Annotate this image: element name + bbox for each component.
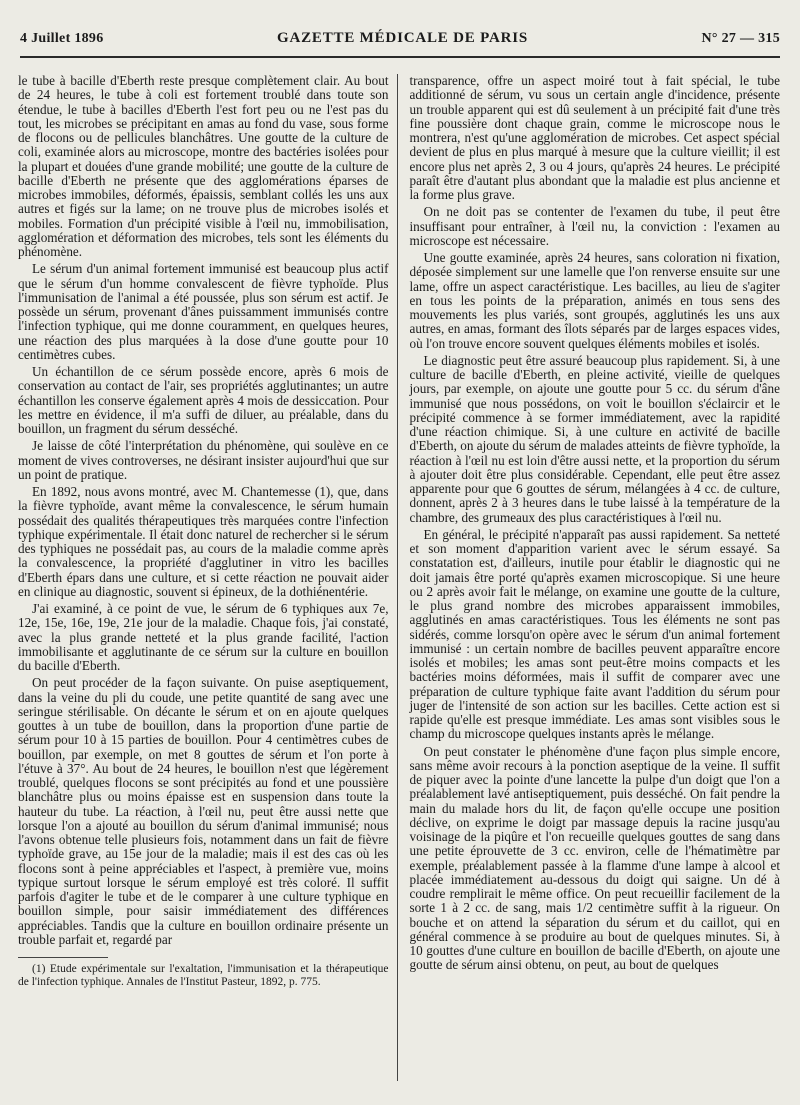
issue-page-number: N° 27 — 315 — [701, 31, 780, 46]
left-column — [18, 74, 398, 1081]
paragraph: Un échantillon de ce sérum possède encore, après 6 mois de conservation au contact de l'air, ses propriétés agglutinantes; un autre échantillon les conserve également après 4 mois de dessiccation. Pour les mettre en évidence, il m'a suffi de diluer, au préalable, dans du bouillon, un fragment du sérum desséché. — [18, 364, 389, 436]
paragraph: On peut procéder de la façon suivante. On puise aseptiquement, dans la veine du pli du coude, une petite quantité de sang avec une seringue stérilisable. On décante le sérum et on en ajoute quelques gouttes à un tube de bouillon, dans la proportion d'une partie de sérum pour 10 à 15 parties de bouillon. Pour 4 centimètres cubes de bouillon, par exemple, on met 8 gouttes de sérum et l'on porte à l'étuve à 37°. Au bout de 24 heures, le bouillon n'est que légèrement troublé, quelques flocons se sont précipités au fond et une poussière blanchâtre plus ou moins épaisse est en suspension dans toute la hauteur du tube. La réaction, à l'œil nu, peut être aussi nette que lorsque l'on a ajouté au bouillon du sérum d'animal immunisé; nous l'avons obtenue telle plusieurs fois, notamment dans un fait de fièvre typhoïde grave, au 15e jour de la maladie; mais il est des cas où les flocons sont à peine appréciables et l'aspect, à première vue, moins typique surtout lorsque le sérum employé est très coloré. Il suffit parfois d'agiter le tube et de le comparer à une culture typhique en bouillon simple, pour saisir immédiatement des différences appréciables. Tandis que la culture en bouillon ordinaire présente un trouble parfait et, regardé par — [18, 675, 389, 947]
footnote-divider — [18, 957, 108, 958]
header-date: 4 Juillet 1896 — [20, 31, 104, 46]
paragraph: Le diagnostic peut être assuré beaucoup plus rapidement. Si, à une culture de bacille d'Eberth, en pleine activité, vieille de quelques jours, par exemple, on ajoute une goutte pour 5 cc. du sérum d'âne immunisé que nous possédons, on voit le bouillon s'éclaircir et le précipité commence à se former immédiatement, avec la rapidité d'une réaction chimique. Si, à une culture en activité de bacille d'Eberth, on ajoute du sérum de malades atteints de fièvre typhoïde, la réaction à l'œil nu est loin d'être aussi nette, et la proportion du sérum à ajouter doit être plus considérable. Cependant, elle peut être assez apparente pour que 6 gouttes de sérum, mélangées à 4 cc. de culture, donnent, après 2 à 3 heures dans le tube laissé à la température de la chambre, des grumeaux des plus caractéristiques à l'œil nu. — [409, 352, 780, 525]
paragraph: Une goutte examinée, après 24 heures, sans coloration ni fixation, déposée simplement sur une lamelle que l'on renverse ensuite sur une lame, offre un aspect caractéristique. Les bacilles, au lieu de s'agiter en tous les points de la préparation, animés en tous sens des mouvements les plus variés, sont groupés, agglutinés les uns aux autres, en amas, formant des îlots séparés par de larges espaces vides, où l'on trouve encore souvent quelques éléments mobiles et isolés. — [409, 250, 780, 351]
paragraph: Je laisse de côté l'interprétation du phénomène, qui soulève en ce moment de vives controverses, ne désirant insister aujourd'hui que sur un point de pratique. — [18, 438, 389, 482]
two-column-body — [18, 74, 780, 1081]
paragraph: J'ai examiné, à ce point de vue, le sérum de 6 typhiques aux 7e, 12e, 15e, 16e, 19e, 21e jour de la maladie. Chaque fois, j'ai constaté, avec la plus grande netteté et la plus grande facilité, l'action immobilisante et agglutinante de ce sérum sur la culture en bouillon du bacille d'Eberth. — [18, 601, 389, 673]
page-header — [20, 30, 780, 58]
journal-title: GAZETTE MÉDICALE DE PARIS — [277, 30, 529, 46]
paragraph: Le sérum d'un animal fortement immunisé est beaucoup plus actif que le sérum d'un homme convalescent de fièvre typhoïde. Plus l'immunisation de l'animal a été poussée, plus son sérum est actif. Je possède un sérum, provenant d'ânes puissamment immunisés contre l'infection typhique, qui me donne couramment, en quelques heures, une réaction des plus marquées à la dose d'une goutte pour 10 centimètres cubes. — [18, 261, 389, 362]
right-column — [408, 74, 781, 1081]
paragraph: En général, le précipité n'apparaît pas aussi rapidement. Sa netteté et son moment d'apparition varient avec le sérum essayé. Sa constatation est, d'ailleurs, inutile pour établir le diagnostic qui ne doit jamais être porté qu'après examen microscopique. Si une heure ou 2 après avoir fait le mélange, on examine une goutte de la culture, le plus grand nombre des microbes apparaissent immobiles, agglutinés en amas caractéristiques. Tous les éléments ne sont pas sidérés, comme lorsqu'on opère avec le sérum d'un animal fortement immunisé : un certain nombre de bacilles peuvent apparaître encore isolés et mobiles; les amas sont peut-être moins compacts et les bactéries moins déformées, mais il suffit de comparer avec une préparation de culture typhique faite avant l'addition du sérum pour juger de l'intensité de son action sur les bacilles. Cette action est si rapide qu'elle est presque immédiate. Les amas sont visibles sous le champ du microscope quelques instants après le mélange. — [409, 526, 780, 742]
paragraph: On ne doit pas se contenter de l'examen du tube, il peut être insuffisant pour entraîner, à l'œil nu, la conviction : l'examen au microscope est nécessaire. — [409, 204, 780, 248]
paragraph: On peut constater le phénomène d'une façon plus simple encore, sans même avoir recours à la ponction aseptique de la veine. Il suffit de piquer avec la pointe d'une lancette la pulpe d'un doigt que l'on a préalablement lavé antiseptiquement, puis desséché. On fait pendre la main du malade hors du lit, de façon qu'elle occupe une position déclive, on exprime le doigt par massage depuis la racine jusqu'au voisinage de la piqûre et l'on recueille quelques gouttes de sang dans une petite éprouvette de 3 cc. environ, celle de l'hématimètre par exemple, préalablement passée à la flamme d'une lampe à alcool et placée immédiatement au-dessous du doigt qui saigne. Un dé à coudre remplirait le même office. On peut recueillir facilement de la sorte 1 à 2 cc. de sang, mais 1/2 centimètre suffit à la rigueur. On bouche et on attend la séparation du sérum et du caillot, qui en général commence à se produire au bout de quelques minutes. Si, à 10 gouttes d'une culture en bouillon de bacille d'Eberth, on ajoute une goutte de sérum ainsi obtenu, on peut, au bout de quelques — [409, 743, 780, 973]
footnote: (1) Etude expérimentale sur l'exaltation, l'immunisation et la thérapeutique de l'infection typhique. Annales de l'Institut Pasteur, 1892, p. 775. — [18, 963, 389, 988]
paragraph: En 1892, nous avons montré, avec M. Chantemesse (1), que, dans la fièvre typhoïde, avant même la convalescence, le sérum humain possédait des qualités thérapeutiques très marquées contre l'infection typhique expérimentale. Il était donc naturel de rechercher si le sérum des typhiques ne possédait pas, au cours de la maladie comme après la convalescence, la propriété d'agglutiner in vitro les bacilles d'Eberth épars dans une culture, et si cette réaction ne pouvait aider en clinique au diagnostic, souvent si épineux, de la dothiénentérie. — [18, 484, 389, 599]
paragraph: le tube à bacille d'Eberth reste presque complètement clair. Au bout de 24 heures, le tube à coli est fortement troublé dans toute son étendue, le tube à bacilles d'Eberth l'est fort peu ou ne l'est pas du tout, les microbes se précipitant en amas au fond du vase, sous forme de flocons ou de pellicules blanchâtres. Une goutte de la culture de coli, examinée alors au microscope, montre des bactéries isolées pour la plupart et douées d'une grande mobilité; une goutte de la culture de bacille d'Eberth ne présente que des agglomérations éparses de microbes immobiles, déformés, épaissis, semblant collés les uns aux autres et figés sur la lame; on ne trouve plus de microbes isolés et mobiles. Formation d'un précipité visible à l'œil nu, immobilisation, agglomération et déformation des microbes, tels sont les éléments du phénomène. — [18, 74, 389, 259]
paragraph: transparence, offre un aspect moiré tout à fait spécial, le tube additionné de sérum, vu sous un certain angle d'incidence, présente un trouble apparent qui est dû seulement à un précipité fait d'une très fine poussière dont chaque grain, comme le microscope nous le montrera, n'est qu'une agglomération de microbes. Cet aspect spécial devient de plus en plus marqué à mesure que la culture vieillit; il est encore plus net après 2, 3 ou 4 jours, qu'après 24 heures. Le précipité paraît être d'autant plus abondant que la maladie est plus ancienne et la forme plus grave. — [409, 74, 780, 202]
